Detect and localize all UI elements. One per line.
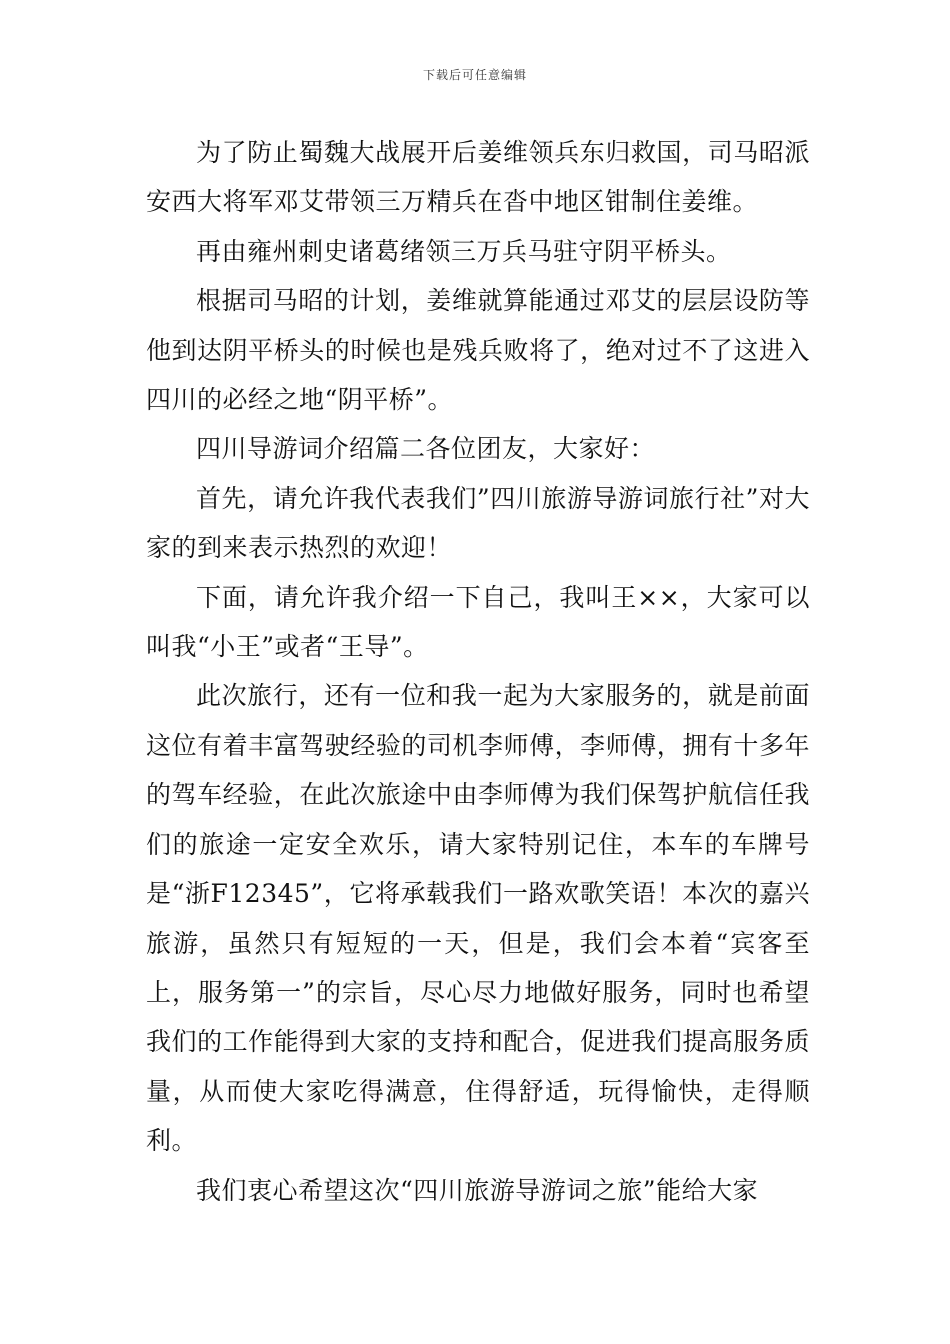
- paragraph: 首先，请允许我代表我们”四川旅游导游词旅行社”对大家的到来表示热烈的欢迎！: [146, 483, 810, 563]
- paragraph: 为了防止蜀魏大战展开后姜维领兵东归救国，司马昭派安西大将军邓艾带领三万精兵在沓中地区钳制住姜维。: [146, 138, 810, 217]
- paragraph: 此次旅行，还有一位和我一起为大家服务的，就是前面这位有着丰富驾驶经验的司机李师傅，李师傅，拥有十多年的驾车经验，在此次旅途中由李师傅为我们保驾护航信任我们的旅途一定安全欢乐，请大家特别记住，本车的车牌号是“浙F12345”，它将承载我们一路欢歌笑语！本次的嘉兴旅游，虽然只有短短的一天，但是，我们会本着“宾客至上，服务第一”的宗旨，尽心尽力地做好服务，同时也希望我们的工作能得到大家的支持和配合，促进我们提高服务质量，从而使大家吃得满意，住得舒适，玩得愉快，走得顺利。: [146, 681, 810, 1156]
- paragraph: 下面，请允许我介绍一下自己，我叫王××，大家可以叫我“小王”或者“王导”。: [146, 582, 810, 662]
- paragraph: 根据司马昭的计划，姜维就算能通过邓艾的层层设防等他到达阴平桥头的时候也是残兵败将了，绝对过不了这进入四川的必经之地“阴平桥”。: [146, 286, 810, 415]
- document-body: [146, 128, 810, 1215]
- header-note: 下载后可任意编辑: [422, 68, 527, 82]
- paragraph: 四川导游词介绍篇二各位团友，大家好：: [196, 434, 656, 464]
- paragraph: 再由雍州刺史诸葛绪领三万兵马驻守阴平桥头。: [196, 236, 732, 266]
- paragraph: 我们衷心希望这次“四川旅游导游词之旅”能给大家: [196, 1175, 759, 1205]
